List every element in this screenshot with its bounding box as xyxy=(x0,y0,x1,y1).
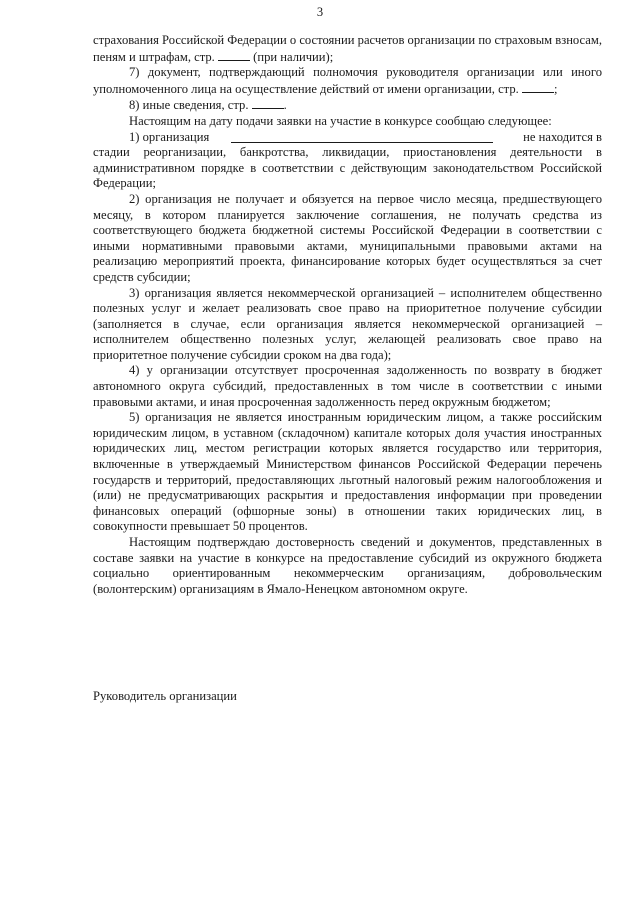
paragraph-item-7 xyxy=(93,65,602,97)
statement-4: 4) у организации отсутствует просроченная задолженность по возврату в бюджет автономного округа субсидий, предоставленных в том числе в соответствии с иными правовыми актами, и иная просроченная задолженность перед окружным бюджетом; xyxy=(93,363,602,409)
statement-1-text: стадии реорганизации, банкротства, ликвидации, приостановления деятельности в административном порядке в соответствии с действующим законодательством Российской Федерации; xyxy=(93,145,602,191)
paragraph-text: 7) документ, подтверждающий полномочия руководителя организации или иного уполномоченного лица на осуществление действий от имени организации, стр. xyxy=(93,65,602,96)
statement-3: 3) организация является некоммерческой организацией – исполнителем общественно полезных услуг и желает реализовать свое право на приоритетное получение субсидии (заполняется в случае, если организация является некоммерческой организацией – исполнителем общественно полезных услуг, желающей реализовать свое право на приоритетное получение субсидии сроком на два года); xyxy=(93,285,602,362)
signature-label: Руководитель организации xyxy=(93,689,237,703)
paragraph-intro: Настоящим на дату подачи заявки на участие в конкурсе сообщаю следующее: xyxy=(129,113,552,128)
paragraph-text: 8) иные сведения, стр. xyxy=(129,98,249,113)
page-number: 3 xyxy=(316,5,324,19)
paragraph-item-8 xyxy=(93,97,602,114)
page-blank xyxy=(252,97,284,109)
document-body xyxy=(93,33,602,597)
paragraph-tail: (при наличии); xyxy=(253,49,334,64)
organization-name-blank xyxy=(231,142,493,143)
paragraph-text: страхования Российской Федерации о состоянии расчетов организации по страховым взносам, пеням и штрафам, стр. xyxy=(93,33,602,64)
statement-1-label: 1) организация xyxy=(129,129,210,144)
statement-1-tail: не находится в xyxy=(523,129,602,144)
paragraph-insurance-statement xyxy=(93,33,602,65)
statement-5: 5) организация не является иностранным юридическим лицом, а также российским юридическим лицом, в уставном (складочном) капитале которых доля участия иностранных юридических лиц, местом регистрации которых является государство или территория, включенные в утверждаемый Министерством финансов Российской Федерации перечень государств и территорий, предоставляющих льготный налоговый режим налогообложения и (или) не предусматривающих раскрытия и предоставления информации при проведении финансовых операций (офшорные зоны) в отношении таких юридических лиц, в совокупности превышает 50 процентов. xyxy=(93,410,602,534)
page-blank xyxy=(522,81,554,93)
page-blank xyxy=(218,49,250,61)
paragraph-tail: ; xyxy=(553,81,558,96)
statement-2: 2) организация не получает и обязуется на первое число месяца, предшествующего месяцу, в котором планируется заключение соглашения, не получать средства из соответствующего бюджета бюджетной системы Российской Федерации в соответствии с иными нормативными правовыми актами, муниципальными правовыми актами на реализацию мероприятий проекта, финансирование которых будет осуществляться за счет средств субсидии; xyxy=(93,191,602,284)
paragraph-tail: . xyxy=(283,98,287,113)
organization-name-line xyxy=(93,130,602,146)
paragraph-confirmation: Настоящим подтверждаю достоверность сведений и документов, представленных в составе заявки на участие в конкурсе на предоставление субсидий из окружного бюджета социально ориентированным некоммерческим организациям, добровольческим (волонтерским) организациям в Ямало-Ненецком автономном округе. xyxy=(93,535,602,596)
